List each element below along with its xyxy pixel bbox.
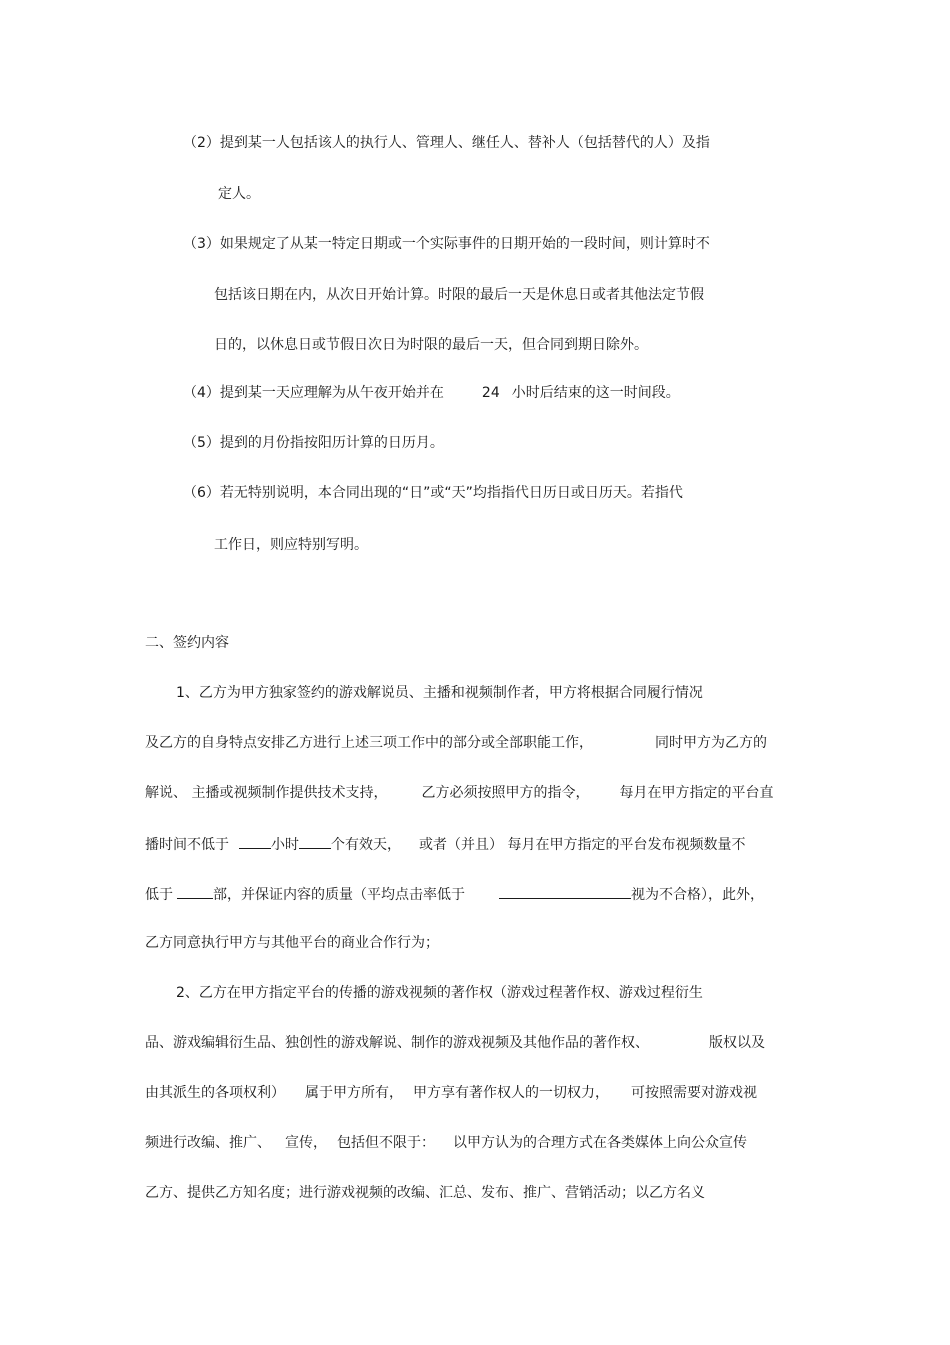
item-6-line-2: 工作日，则应特别写明。 xyxy=(214,537,368,553)
video-count-blank[interactable] xyxy=(177,884,213,899)
item-4-part-1: （4）提到某一天应理解为从午夜开始并在 xyxy=(183,385,444,401)
clause-2-line-3b: 属于甲方所有， xyxy=(305,1085,403,1101)
item-2-line-1: （2）提到某一人包括该人的执行人、管理人、继任人、替补人（包括替代的人）及指 xyxy=(183,135,710,151)
clause-1-line-2 xyxy=(145,734,767,752)
clause-1-line-4 xyxy=(145,834,745,854)
clause-1-line-5b: 部，并保证内容的质量（平均点击率低于 xyxy=(213,887,465,903)
clause-1-line-4c: 个有效天， xyxy=(331,837,401,853)
item-5-line: （5）提到的月份指按阳历计算的日历月。 xyxy=(183,435,444,451)
clause-2-line-2a: 品、游戏编辑衍生品、独创性的游戏解说、制作的游戏视频及其他作品的著作权、 xyxy=(145,1035,649,1051)
clause-2-line-3a: 由其派生的各项权利） xyxy=(145,1085,285,1101)
clause-1-line-5c: 视为不合格），此外， xyxy=(631,887,764,903)
clause-1-line-4b: 小时 xyxy=(271,837,299,853)
hours-blank[interactable] xyxy=(239,834,271,849)
clause-1-line-6: 乙方同意执行甲方与其他平台的商业合作行为； xyxy=(145,935,439,951)
section-2-heading: 二、签约内容 xyxy=(145,635,229,651)
clause-2-line-3d: 可按照需要对游戏视 xyxy=(631,1085,757,1101)
item-4-line xyxy=(183,384,680,402)
item-3-line-1: （3）如果规定了从某一特定日期或一个实际事件的日期开始的一段时间，则计算时不 xyxy=(183,236,710,252)
clause-2-line-5: 乙方、提供乙方知名度；进行游戏视频的改编、汇总、发布、推广、营销活动；以乙方名义 xyxy=(145,1185,705,1201)
clause-2-line-3 xyxy=(145,1084,757,1102)
clause-2-line-4d: 以甲方认为的合理方式在各类媒体上向公众宣传 xyxy=(453,1135,747,1151)
clause-1-line-5 xyxy=(145,884,764,904)
clause-2-line-4a: 频进行改编、推广、 xyxy=(145,1135,271,1151)
item-4-part-2: 小时后结束的这一时间段。 xyxy=(511,385,680,401)
clause-1-line-5a: 低于 xyxy=(145,887,173,903)
clause-2-line-4 xyxy=(145,1134,747,1152)
clause-2-line-1: 2、乙方在甲方指定平台的传播的游戏视频的著作权（游戏过程著作权、游戏过程衍生 xyxy=(176,985,703,1001)
item-2-line-2: 定人。 xyxy=(218,186,260,202)
item-6-line-1: （6）若无特别说明，本合同出现的“日”或“天”均指指代日历日或日历天。若指代 xyxy=(183,485,683,501)
item-3-line-3: 日的，以休息日或节假日次日为时限的最后一天，但合同到期日除外。 xyxy=(214,337,648,353)
clause-2-line-4b: 宣传， xyxy=(285,1135,327,1151)
clause-2-line-2 xyxy=(145,1034,765,1052)
clause-1-line-3a: 解说、 主播或视频制作提供技术支持， xyxy=(145,785,388,801)
days-blank[interactable] xyxy=(299,834,331,849)
clause-1-line-3c: 每月在甲方指定的平台直 xyxy=(619,785,774,801)
clause-2-line-3c: 甲方享有著作权人的一切权力， xyxy=(413,1085,609,1101)
clause-1-line-2a: 及乙方的自身特点安排乙方进行上述三项工作中的部分或全部职能工作， xyxy=(145,735,593,751)
click-rate-blank[interactable] xyxy=(499,884,631,899)
clause-2-line-4c: 包括但不限于： xyxy=(337,1135,435,1151)
clause-1-line-3 xyxy=(145,784,773,802)
clause-1-line-2b: 同时甲方为乙方的 xyxy=(655,735,767,751)
clause-1-line-1: 1、乙方为甲方独家签约的游戏解说员、主播和视频制作者，甲方将根据合同履行情况 xyxy=(176,685,703,701)
clause-2-line-2b: 版权以及 xyxy=(709,1035,765,1051)
clause-1-line-4a: 播时间不低于 xyxy=(145,837,229,853)
item-4-hours: 24 xyxy=(481,385,500,401)
item-3-line-2: 包括该日期在内，从次日开始计算。时限的最后一天是休息日或者其他法定节假 xyxy=(214,287,704,303)
clause-1-line-3b: 乙方必须按照甲方的指令， xyxy=(421,785,590,801)
clause-1-line-4d: 或者（并且） 每月在甲方指定的平台发布视频数量不 xyxy=(419,837,746,853)
